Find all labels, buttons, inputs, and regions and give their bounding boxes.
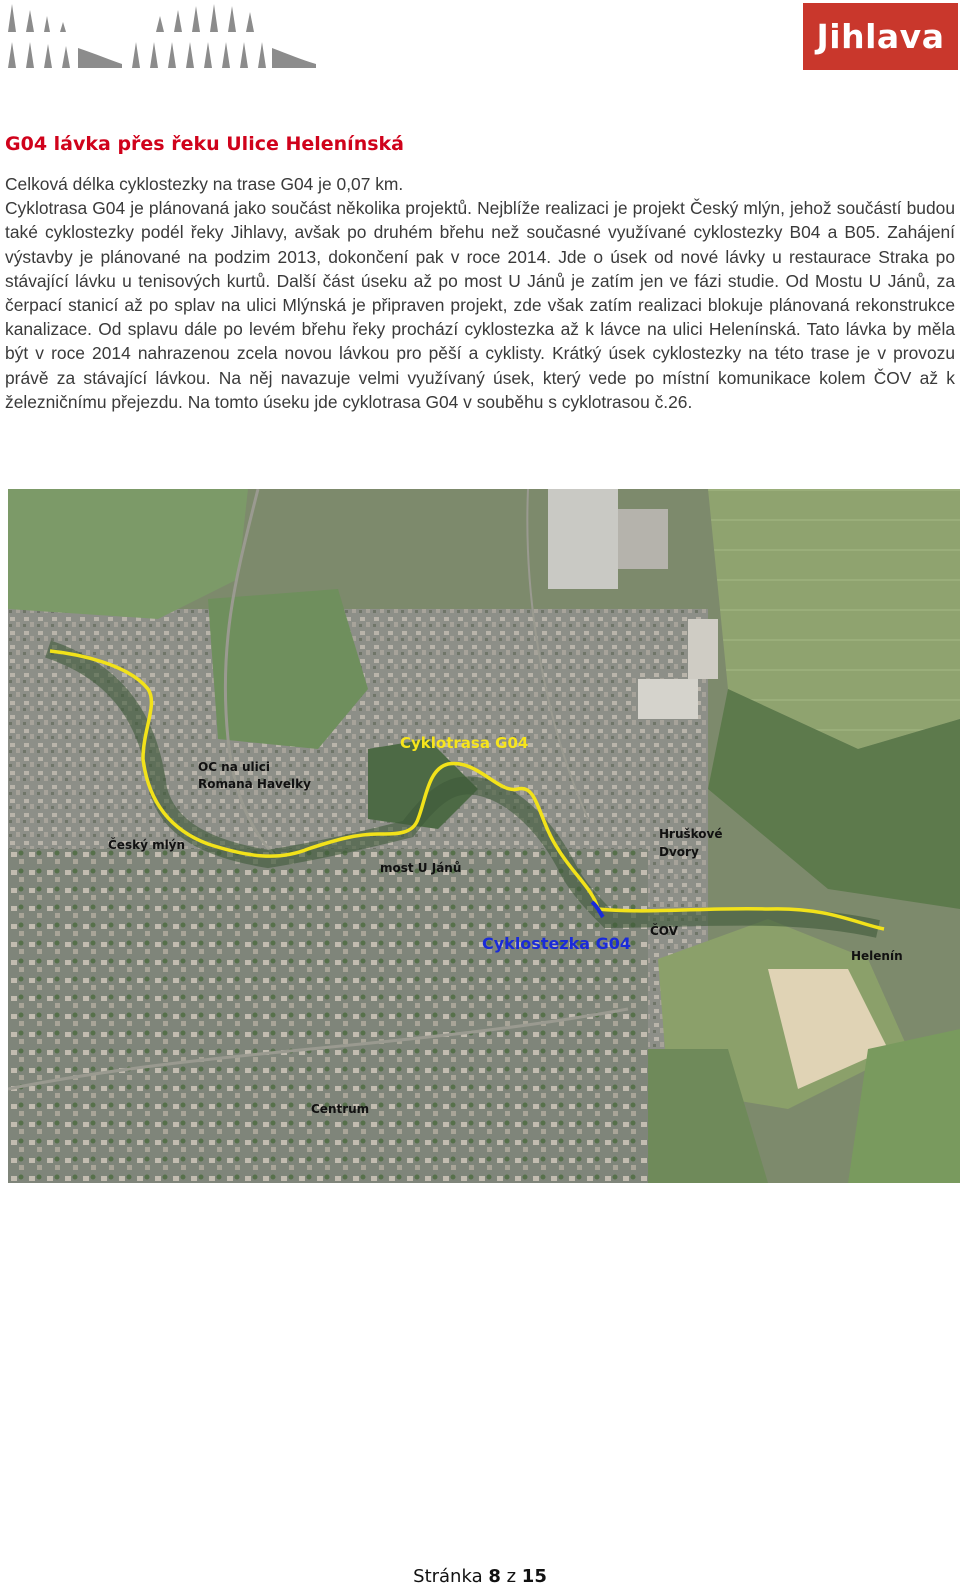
label-cov: ČOV <box>650 924 678 938</box>
page-header <box>0 0 960 80</box>
section-title: G04 lávka přes řeku Ulice Helenínská <box>5 133 404 155</box>
aerial-map <box>8 489 960 1183</box>
paragraph-description: Cyklotrasa G04 je plánovaná jako součást několika projektů. Nejblíže realizaci je projekt Český mlýn, jehož součástí budou také cyklostezky podél řeky Jihlavy, avšak po druhém břehu než současné využívané cyklostezky B04 a B05. Zahájení výstavby je plánované na podzim 2013, dokončení pak v roce 2014. Jde o úsek od nové lávky u restaurace Straka po stávající lávku u tenisových kurtů. Další část úseku až po most U Jánů je zatím jen ve fázi studie. Od Mostu U Jánů, za čerpací stanicí až po splav na ulici Mlýnská je připraven projekt, zde však zatím realizaci blokuje plánovaná rekonstrukce kanalizace. Od splavu dále po levém břehu řeky prochází cyklostezka až k lávce na ulici Helenínská. Tato lávka by měla být v roce 2014 nahrazenou zcela novou lávkou pro pěší a cyklisty. Krátký úsek cyklostezky na této trase je v provozu právě za stávající lávkou. Na něj navazuje velmi využívaný úsek, který vede po místní komunikace kolem ČOV až k železničnímu přejezdu. Na tomto úseku jde cyklotrasa G04 v souběhu s cyklotrasou č.26. <box>5 198 955 412</box>
label-hruskove-line2: Dvory <box>659 845 699 859</box>
label-cyklostezka: Cyklostezka G04 <box>482 934 632 953</box>
label-oc-line2: Romana Havelky <box>198 777 311 791</box>
body-text <box>5 172 955 414</box>
footer-separator: z <box>506 1566 517 1587</box>
label-centrum: Centrum <box>311 1102 370 1116</box>
label-oc-line1: OC na ulici <box>198 760 270 774</box>
page-footer <box>0 1566 960 1587</box>
footer-total: 15 <box>521 1566 547 1587</box>
map-image <box>8 489 960 1183</box>
footer-prefix: Stránka <box>413 1566 483 1587</box>
paragraph-length: Celková délka cyklostezky na trase G04 je 0,07 km. <box>5 174 404 194</box>
label-most: most U Jánů <box>380 861 462 875</box>
city-skyline-logo <box>6 2 318 72</box>
label-hruskove-line1: Hruškové <box>659 827 723 841</box>
label-cesky-mlyn: Český mlýn <box>108 838 186 852</box>
label-cyklotrasa: Cyklotrasa G04 <box>400 734 529 752</box>
logo-text: Jihlava <box>816 17 945 56</box>
label-helenin: Helenín <box>851 949 903 963</box>
footer-page: 8 <box>488 1566 501 1587</box>
jihlava-logo <box>803 3 958 70</box>
